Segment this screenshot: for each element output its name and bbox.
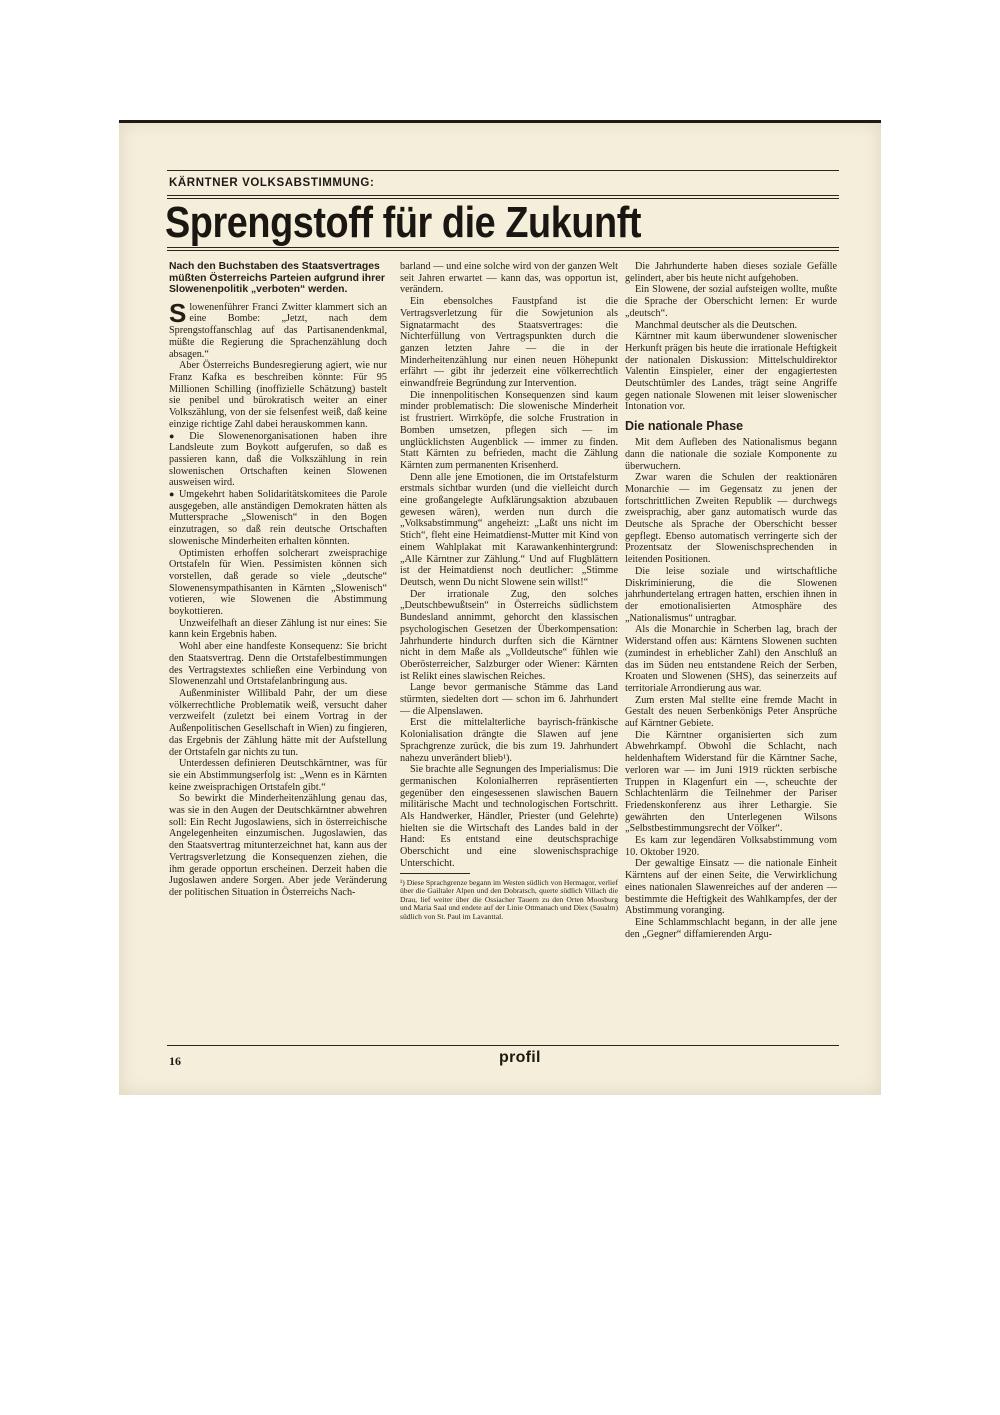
- article-paragraph: Zum ersten Mal stellte eine fremde Macht in Gestalt des neuen Serbenkönigs Peter Ansprüche auf Kärntner Gebiete.: [625, 694, 837, 730]
- section-subheading: Die nationale Phase: [625, 419, 744, 434]
- article-paragraph: Unzweifelhaft an dieser Zählung ist nur eines: Sie kann kein Ergebnis haben.: [169, 617, 387, 641]
- article-paragraph: barland — und eine solche wird von der ganzen Welt seit Jahren erwartet — kann das, was opportun ist, verändern.: [400, 261, 618, 296]
- paragraph-text: Umgekehrt haben Solidaritätskomitees die Parole ausgegeben, alle anständigen Demokraten hätten als Muttersprache „Slowenisch“ in den Bogen einzutragen, so daß rein deutsche Ortschaften slowenische Minderheiten erhalten könnten.: [169, 489, 388, 547]
- footnote-divider: [400, 873, 470, 874]
- article-paragraph: Zwar waren die Schulen der reaktionären Monarchie — im Gegensatz zu jenen der fortschrittlichen Zweiten Republik — durchwegs zweisprachig, aber ganz automatisch wurde das Deutsche als Sprache der Oberschicht besser gepflegt. Ebenso automatisch verringerte sich der Prozentsatz der Slowenischsprechenden in leitenden Positionen.: [625, 472, 837, 566]
- article-paragraph: Aber Österreichs Bundesregierung agiert, wie nur Franz Kafka es beschreiben könnte: Für 95 Millionen Schilling (inoffizielle Schätzung) bastelt sie penibel und bürokratisch weiter an einer Volkszählung, von der sie felsenfest weiß, daß keine einzige richtige Zahl dabei herauskommen kann.: [169, 360, 387, 430]
- article-paragraph: Mit dem Aufleben des Nationalismus begann dann die nationale die soziale Komponente zu überwuchern.: [625, 437, 837, 472]
- magazine-page: [119, 120, 881, 1095]
- article-paragraph: Die innenpolitischen Konsequenzen sind kaum minder problematisch: Die slowenische Minderheit ist frustriert. Wirrköpfe, die solche Frustration in Bomben umsetzen, pflegen sich — im unglücklichsten Augenblick — immer zu finden. Statt Kärnten zu befrieden, macht die Zählung Kärnten zum permanenten Krisenherd.: [400, 389, 618, 471]
- article-headline: Sprengstoff für die Zukunft: [165, 198, 642, 247]
- top-border: [119, 120, 881, 123]
- bullet-paragraph: [169, 431, 387, 490]
- article-paragraph: Ein ebensolches Faustpfand ist die Vertragsverletzung für die Sowjetunion als Signatarmacht des Staatsvertrages: die Nichterfüllung von Vertragspunkten durch die ganzen letzten Jahre — die in der Minderheitenzählung nur einen neuen Höhepunkt erfährt — gibt ihr jederzeit eine völkerrechtlich einwandfreie Begründung zur Intervention.: [400, 296, 618, 390]
- paragraph-text: Die Slowenenorganisationen haben ihre Landsleute zum Boykott aufgerufen, so daß es passieren kann, daß die Volkszählung in rein slowenischen Ortschaften keinen Slowenen ausweisen wird.: [169, 430, 388, 489]
- bullet-icon: ●: [169, 489, 176, 500]
- section-kicker: KÄRNTNER VOLKSABSTIMMUNG:: [169, 177, 375, 189]
- article-paragraph: Der gewaltige Einsatz — die nationale Einheit Kärntens auf der einen Seite, die Verwirklichung eines nationalen Slawenreiches auf der anderen — bestimmte die Heftigkeit des Wahlkampfes, der der Abstimmung voranging.: [625, 858, 837, 917]
- drop-cap: S: [169, 297, 187, 328]
- article-paragraph: Als die Monarchie in Scherben lag, brach der Widerstand offen aus: Kärntens Slowenen suchten (zumindest in erheblicher Zahl) den Anschluß an das im Süden neu entstandene Reich der Serben, Kroaten und Slowenen (SHS), das seinerzeits auf territoriale Arrondierung aus war.: [625, 624, 837, 694]
- article-paragraph: Unterdessen definieren Deutschkärntner, was für sie ein Abstimmungserfolg ist: „Wenn es in Kärnten keine zweisprachigen Ortstafeln gibt.“: [169, 758, 387, 793]
- article-column-3: [625, 261, 837, 940]
- paragraph-text: lowenenführer Franci Zwitter klammert sich an eine Bombe: „Jetzt, nach dem Sprengstoffanschlag auf das Partisanendenkmal, müßte die Regierung die Sprachenzählung doch absagen.“: [169, 301, 387, 360]
- article-column-2: [400, 261, 618, 922]
- footnote: ¹) Diese Sprachgrenze begann im Westen südlich von Hermagor, verlief über die Gailtaler Alpen und den Dobratsch, querte südlich Villach die Drau, lief weiter über die Ossiacher Tauern zu den Orten Moosburg und Maria Saal und endete auf der Linie Ottmanach und Diex (Saualm) südlich von St. Paul im Lavanttal.: [400, 877, 618, 921]
- article-paragraph: Ein Slowene, der sozial aufsteigen wollte, mußte die Sprache der Oberschicht lernen: Er wurde „deutsch“.: [625, 284, 837, 319]
- article-paragraph: Denn alle jene Emotionen, die im Ortstafelsturm erstmals sichtbar wurden (und die vielleicht durch eine großangelegte Aufklärungsaktion abzubauen gewesen wären), werden nun durch die „Volksabstimmung“ angeheizt: „Laßt uns nicht im Stich“, fleht eine Heimatdienst-Mutter mit Kind von einem Wahlplakat mit Karawankenhintergrund: „Alle Kärntner zur Zählung.“ Und auf Flugblättern ist der Heimatdienst noch deutlicher: „Stimme Deutsch, wenn Du nicht Slowene sein willst!“: [400, 471, 618, 588]
- article-paragraph: Erst die mittelalterliche bayrisch-fränkische Kolonialisation drängte die Slawen auf jene Sprachgrenze zurück, die bis zum 19. Jahrhundert nahezu unverändert blieb¹).: [400, 717, 618, 764]
- divider: [167, 170, 839, 171]
- bullet-icon: ●: [169, 430, 187, 441]
- article-paragraph: Manchmal deutscher als die Deutschen.: [635, 319, 798, 331]
- article-paragraph: Optimisten erhoffen solcherart zweisprachige Ortstafeln für Wien. Pessimisten können sich vorstellen, daß gerade so viele „deutsche“ Slowenensympathisanten in Kärnten „Slowenisch“ votieren, wie Slowenen die Abstimmung boykottieren.: [169, 547, 387, 618]
- bullet-paragraph: [169, 489, 387, 548]
- article-column-1: [169, 261, 387, 899]
- divider: [167, 250, 839, 251]
- article-paragraph: Wohl aber eine handfeste Konsequenz: Sie bricht den Staatsvertrag. Denn die Ortstafelbestimmungen des Vertragstextes schließen eine Verbindung von Slowenenzahl und Ortstafelanbringung aus.: [169, 641, 387, 688]
- article-paragraph: Eine Schlammschlacht begann, in der alle jene den „Gegner“ diffamierenden Argu-: [625, 916, 837, 940]
- article-paragraph: Lange bevor germanische Stämme das Land stürmten, siedelten dort — schon im 6. Jahrhundert — die Alpenslawen.: [400, 682, 618, 717]
- article-paragraph: Die leise soziale und wirtschaftliche Diskriminierung, die die Slowenen jahrhundertelang ertragen hatten, erschien ihnen in der emotionalisierten Atmosphäre des „Nationalismus“ untragbar.: [625, 565, 837, 624]
- article-paragraph: Sie brachte alle Segnungen des Imperialismus: Die germanischen Kolonialherren repräsentierten gegenüber den eingesessenen slawischen Bauern militärische Macht und technologischen Fortschritt. Als Handwerker, Händler, Priester (und Gelehrte) hielten sie die Wirtschaft des Landes bald in der Hand: Es entstand eine deutschsprachige Oberschicht und eine slowenischsprachige Unterschicht.: [400, 764, 618, 869]
- article-lead: Nach den Buchstaben des Staatsvertrages müßten Österreichs Parteien aufgrund ihrer Slowenenpolitik „verboten“ werden.: [169, 261, 385, 296]
- divider: [167, 247, 839, 248]
- footer-divider: [167, 1045, 839, 1046]
- article-paragraph: Es kam zur legendären Volksabstimmung vom 10. Oktober 1920.: [625, 835, 837, 858]
- article-paragraph: Die Kärntner organisierten sich zum Abwehrkampf. Obwohl die Schlacht, nach heldenhaftem Widerstand für die Kärntner Sache, verloren war — im Juni 1919 rückten serbische Truppen in Klagenfurt ein —, scheuchte der Schlachtenlärm die Teilnehmer der Pariser Friedenskonferenz aus ihrer Lethargie. Sie gewährten den Unterlegenen Wilsons „Selbstbestimmungsrecht der Völker“.: [625, 729, 837, 835]
- article-paragraph: [169, 297, 387, 361]
- divider: [167, 195, 839, 196]
- article-paragraph: So bewirkt die Minderheitenzählung genau das, was sie in den Augen der Deutschkärntner abwehren soll: Ein Recht Jugoslawiens, sich in österreichische Angelegenheiten einzumischen. Jugoslawien, das den Staatsvertrag mitunterzeichnet hat, kann aus der Vertragsverletzung die Konsequenzen ziehen, die ihm gerade opportun erscheinen. Derzeit haben die Jugoslawen andere Sorgen. Aber jede Veränderung der politischen Situation in Österreichs Nach-: [169, 793, 387, 898]
- page-number: 16: [169, 1054, 181, 1068]
- magazine-logo: profil: [499, 1049, 541, 1066]
- article-paragraph: Kärntner mit kaum überwundener slowenischer Herkunft prägen bis heute die irrationale Heftigkeit der nationalen Diskussion: Mittelschuldirektor Valentin Einspieler, einer der engagiertesten Deutschtümler des Landes, trägt seine Angriffe gegen nationale Slowenen mit leiser slowenischer Intonation vor.: [625, 331, 837, 413]
- article-paragraph: Außenminister Willibald Pahr, der um diese völkerrechtliche Problematik weiß, versucht daher verzweifelt (zuletzt bei einem Vortrag in der Außenpolitischen Gesellschaft in Wien) zu fingieren, das Ergebnis der Zählung hätte mit der Aufstellung der Ortstafeln gar nichts zu tun.: [169, 687, 387, 758]
- article-paragraph: Der irrationale Zug, den solches „Deutschbewußtsein“ in Österreichs südlichstem Bundesland annimmt, gehorcht den klassischen psychologischen Gesetzen der Überkompensation: Jahrhunderte hindurch durften sich die Kärntner nicht in dem Maße als „Volldeutsche“ fühlen wie Oberösterreicher, Salzburger oder Wiener: Kärnten ist Relikt eines slawischen Reiches.: [400, 588, 618, 682]
- article-paragraph: Die Jahrhunderte haben dieses soziale Gefälle gelindert, aber bis heute nicht aufgehoben.: [625, 261, 837, 284]
